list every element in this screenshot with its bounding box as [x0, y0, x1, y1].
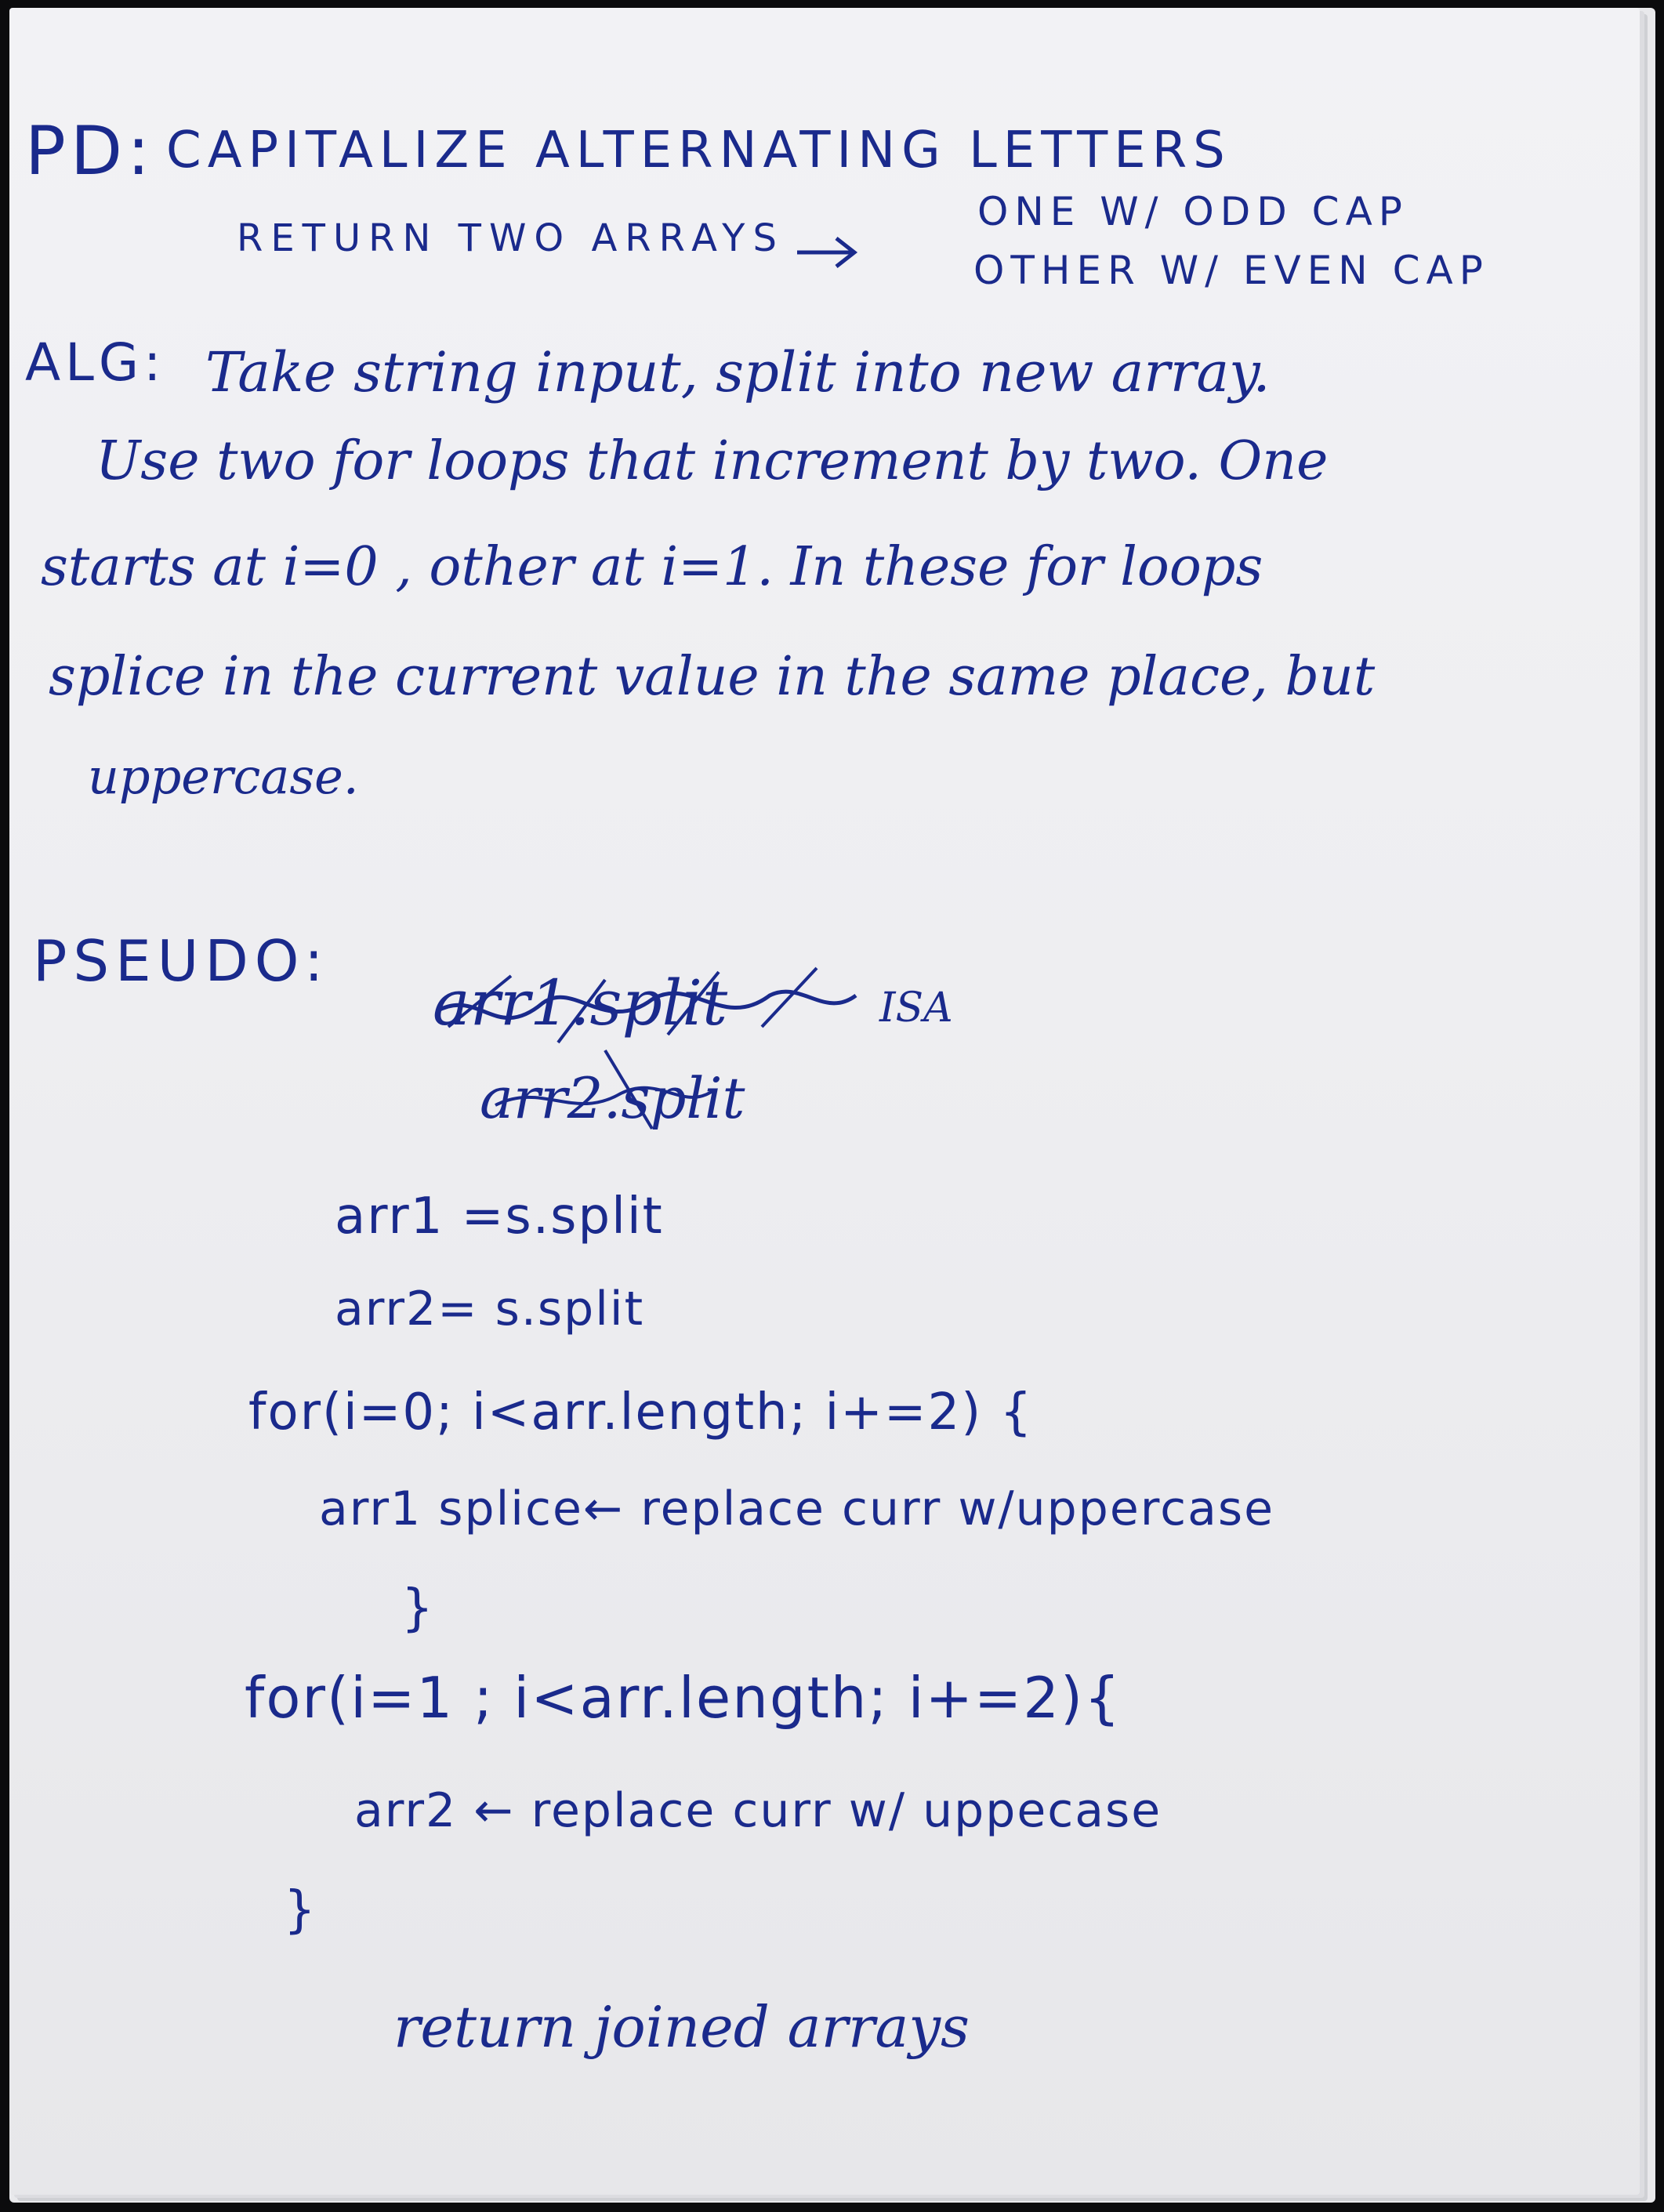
- alg-line-1: Take string input, split into new array.: [205, 340, 1271, 404]
- pseudo-replace-line: arr2 ← replace curr w/ uppecase: [354, 1783, 1162, 1838]
- pseudo-close-brace-1: }: [401, 1579, 435, 1637]
- pd-return-line: RETURN TWO ARRAYS: [237, 216, 785, 260]
- pseudo-line-arr2: arr2= s.split: [335, 1282, 645, 1336]
- pseudo-for-loop-2: for(i=1 ; i<arr.length; i+=2){: [245, 1665, 1122, 1731]
- pd-title: CAPITALIZE ALTERNATING LETTERS: [166, 121, 1231, 179]
- pd-label: PD:: [25, 112, 155, 190]
- pd-one-line: ONE W/ ODD CAP: [977, 189, 1408, 234]
- crossed-out-line-1: arr1.split: [433, 966, 728, 1039]
- crossed-out-note: ISA: [879, 985, 953, 1032]
- pseudo-close-brace-2: }: [284, 1881, 317, 1939]
- pseudo-line-arr1: arr1 =s.split: [335, 1188, 664, 1246]
- crossed-out-line-2: arr2.split: [480, 1065, 745, 1131]
- pd-other-line: OTHER W/ EVEN CAP: [973, 248, 1489, 293]
- pseudo-return-line: return joined arrays: [393, 1994, 970, 2060]
- alg-label: ALG:: [25, 332, 166, 393]
- alg-line-3: starts at i=0 , other at i=1. In these for loops: [41, 536, 1263, 598]
- scribble-strikethrough: [9, 8, 1640, 2195]
- alg-line-4: splice in the current value in the same place, but: [49, 646, 1376, 708]
- alg-line-5: uppercase.: [88, 748, 359, 805]
- pseudo-splice-line: arr1 splice← replace curr w/uppercase: [319, 1481, 1275, 1536]
- pseudo-label: PSEUDO:: [33, 928, 330, 994]
- pseudo-for-loop-1: for(i=0; i<arr.length; i+=2) {: [248, 1383, 1034, 1441]
- alg-line-2: Use two for loops that increment by two. One: [96, 430, 1329, 492]
- paper-stack: [9, 8, 1655, 2203]
- notebook-page: [9, 8, 1640, 2195]
